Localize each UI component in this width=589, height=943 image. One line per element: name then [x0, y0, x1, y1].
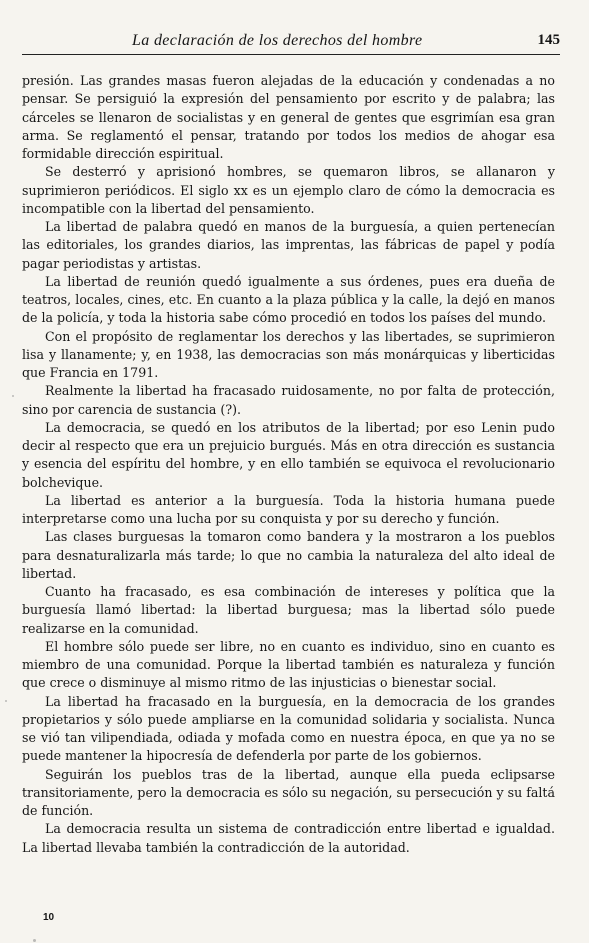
print-speck	[33, 939, 36, 942]
paragraph: La libertad ha fracasado en la burguesía, en la democracia de los grandes propietarios y sólo puede ampliarse en la comunidad solidaria y socialista. Nunca se vió tan vilipendiada, odiada y mofada como en nuestra época, en que ya no se puede mantener la hipocresía de defenderla por parte de los gobiernos.	[22, 693, 555, 764]
paragraph: La libertad es anterior a la burguesía. Toda la historia humana puede interpretarse como una lucha por su conquista y por su derecho y función.	[22, 492, 555, 526]
paragraph: Se desterró y aprisionó hombres, se quemaron libros, se allanaron y suprimieron periódicos. El siglo xx es un ejemplo claro de cómo la democracia es incompatible con la libertad del pensamiento.	[22, 164, 555, 216]
paragraph: Con el propósito de reglamentar los derechos y las libertades, se suprimieron lisa y llanamente; y, en 1938, las democracias son más monárquicas y liberticidas que Francia en 1791.	[22, 328, 555, 380]
paragraph: Cuanto ha fracasado, es esa combinación de intereses y política que la burguesía llamó libertad: la libertad burguesa; mas la libertad sólo puede realizarse en la comunidad.	[22, 584, 555, 636]
printer-signature-mark: 10	[43, 912, 55, 923]
paragraph: La democracia, se quedó en los atributos de la libertad; por eso Lenin pudo decir al respecto que era un prejuicio burgués. Más en otra dirección es sustancia y esencia del espíritu del hombre, y en ello también se equivoca el revolucionario bolchevique.	[22, 419, 555, 490]
body-text	[22, 72, 555, 857]
paragraph: La libertad de palabra quedó en manos de la burguesía, a quien pertenecían las editoriales, los grandes diarios, las imprentas, las fábricas de papel y podía pagar periodistas y artistas.	[22, 219, 555, 271]
running-title: La declaración de los derechos del hombre	[132, 32, 423, 49]
paragraph: La democracia resulta un sistema de contradicción entre libertad e igualdad. La libertad llevaba también la contradicción de la autoridad.	[22, 821, 555, 855]
page-number: 145	[537, 32, 560, 48]
paragraph: La libertad de reunión quedó igualmente a sus órdenes, pues era dueña de teatros, locales, cines, etc. En cuanto a la plaza pública y la calle, la dejó en manos de la policía, y toda la historia sabe cómo procedió en todos los países del mundo.	[22, 273, 555, 326]
print-speck	[12, 395, 14, 397]
paragraph: presión. Las grandes masas fueron alejadas de la educación y condenadas a no pensar. Se persiguió la expresión del pensamiento por escrito y de palabra; las cárceles se llenaron de socialistas y en general de gentes que esgrimían esa gran arma. Se reglamentó el pensar, tratando por todos los medios de ahogar esa formidable dirección espiritual.	[22, 73, 555, 161]
print-speck	[5, 700, 7, 702]
paragraph: Las clases burguesas la tomaron como bandera y la mostraron a los pueblos para desnaturalizarla más tarde; lo que no cambia la naturaleza del alto ideal de libertad.	[22, 529, 555, 581]
paragraph: El hombre sólo puede ser libre, no en cuanto es individuo, sino en cuanto es miembro de una comunidad. Porque la libertad también es naturaleza y función que crece o disminuye al mismo ritmo de las injusticias o bienestar social.	[22, 638, 555, 691]
paragraph: Seguirán los pueblos tras de la libertad, aunque ella pueda eclipsarse transitoriamente, pero la democracia es sólo su negación, su persecución y su faltá de función.	[22, 766, 555, 818]
paragraph: Realmente la libertad ha fracasado ruidosamente, no por falta de protección, sino por carencia de sustancia (?).	[22, 383, 555, 417]
page-header	[22, 32, 560, 55]
